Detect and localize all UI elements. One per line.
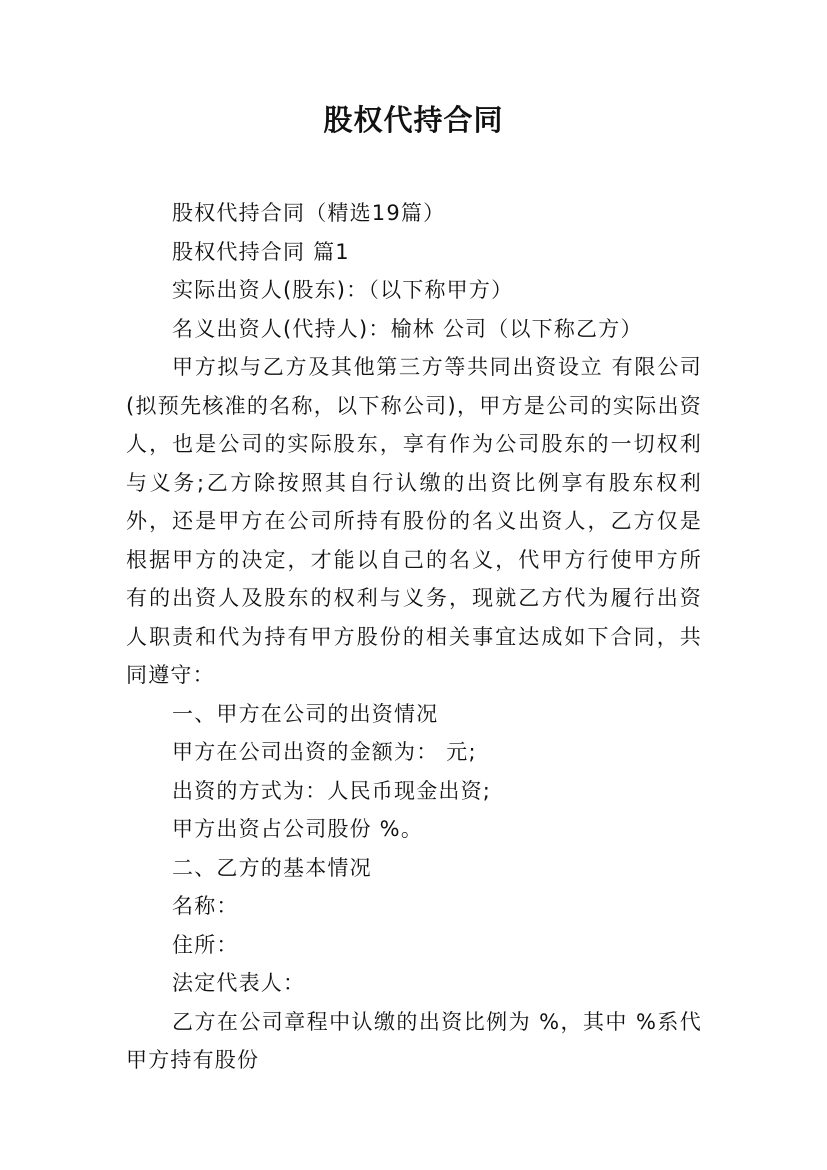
paragraph-name-field: 名称： xyxy=(172,894,239,918)
paragraph-legal-rep-field: 法定代表人： xyxy=(172,971,306,995)
paragraph-subtitle: 股权代持合同（精选19篇） xyxy=(172,201,446,225)
paragraph-subscription-ratio: 乙方在公司章程中认缴的出资比例为 %，其中 %系代甲方持有股份 xyxy=(126,1009,702,1072)
document-title: 股权代持合同 xyxy=(323,103,504,137)
paragraph-clause-one-heading: 一、甲方在公司的出资情况 xyxy=(172,701,439,726)
paragraph-investment-method: 出资的方式为：人民币现金出资; xyxy=(172,778,492,803)
document-body xyxy=(126,194,702,1080)
paragraph-investment-amount: 甲方在公司出资的金额为： 元; xyxy=(172,740,477,764)
paragraph-clause-two-heading: 二、乙方的基本情况 xyxy=(172,855,372,880)
paragraph-party-a: 实际出资人(股东)：（以下称甲方） xyxy=(172,278,514,302)
paragraph-section-heading: 股权代持合同 篇1 xyxy=(172,239,350,264)
paragraph-address-field: 住所： xyxy=(172,932,239,957)
paragraph-party-b: 名义出资人(代持人)：榆林 公司（以下称乙方） xyxy=(172,316,643,341)
paragraph-preamble: 甲方拟与乙方及其他第三方等共同出资设立 有限公司(拟预先核准的名称，以下称公司)，甲方是公司的实际出资人，也是公司的实际股东，享有作为公司股东的一切权利与义务;乙方除按照其自行认缴的出资比例享有股东权利外，还是甲方在公司所持有股份的名义出资人，乙方仅是根据甲方的决定，才能以自己的名义，代甲方行使甲方所有的出资人及股东的权利与义务，现就乙方代为履行出资人职责和代为持有甲方股份的相关事宜达成如下合同，共同遵守： xyxy=(126,355,702,687)
paragraph-share-ratio: 甲方出资占公司股份 %。 xyxy=(172,817,424,841)
